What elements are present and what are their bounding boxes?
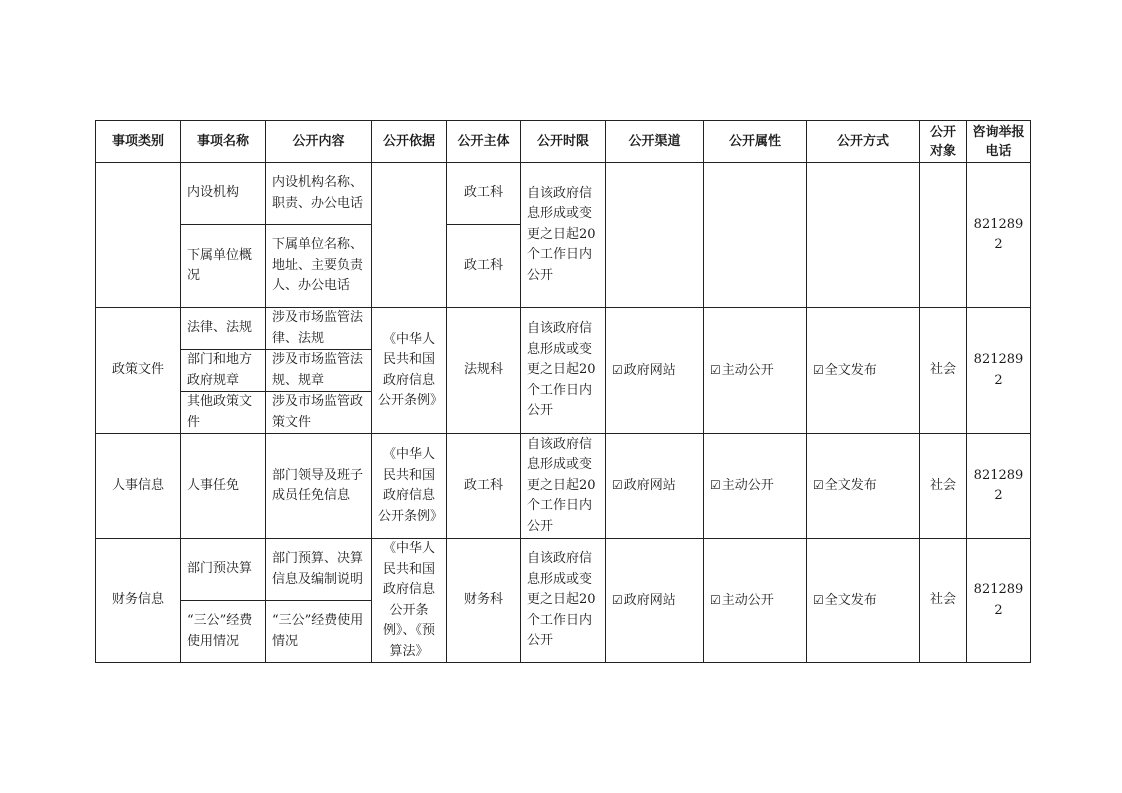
- disclosure-table: [95, 120, 1031, 663]
- finance-target: 社会: [920, 539, 967, 663]
- header-content: 公开内容: [266, 121, 372, 163]
- personnel-channel: 政府网站: [623, 478, 676, 494]
- finance-basis: 《中华人民共和国政府信息公开条例》、《预算法》: [372, 539, 447, 663]
- table-row: [96, 539, 1031, 601]
- personnel-time-limit: 自该政府信息形成或变更之日起20个工作日内公开: [521, 434, 606, 539]
- finance-attribute-cell: [704, 539, 807, 663]
- finance-category-cell: 财务信息: [96, 539, 181, 663]
- finance-time-limit: 自该政府信息形成或变更之日起20个工作日内公开: [521, 539, 606, 663]
- table-row: [96, 434, 1031, 539]
- table-row: [96, 163, 1031, 225]
- header-channel: 公开渠道: [606, 121, 704, 163]
- header-subject: 公开主体: [447, 121, 521, 163]
- checkbox-checked-icon: [813, 593, 825, 608]
- policy-channel-cell: [606, 308, 704, 434]
- org-channel: [606, 163, 704, 308]
- org-item-1: 内设机构: [181, 163, 266, 225]
- finance-attribute: 主动公开: [721, 592, 774, 608]
- checkbox-checked-icon: [710, 363, 722, 378]
- personnel-attribute: 主动公开: [721, 478, 774, 494]
- policy-hotline: 8212892: [967, 308, 1031, 434]
- header-hotline: 咨询举报电话: [967, 121, 1031, 163]
- policy-target: 社会: [920, 308, 967, 434]
- org-subject-2: 政工科: [447, 225, 521, 308]
- checkbox-checked-icon: [710, 478, 722, 493]
- org-subject-1: 政工科: [447, 163, 521, 225]
- org-basis-cell: [372, 163, 447, 308]
- policy-basis: 《中华人民共和国政府信息公开条例》: [372, 308, 447, 434]
- org-attribute: [704, 163, 807, 308]
- finance-content-1: 部门预算、决算信息及编制说明: [266, 539, 372, 601]
- personnel-target: 社会: [920, 434, 967, 539]
- header-time-limit: 公开时限: [521, 121, 606, 163]
- org-category-cell: [96, 163, 181, 308]
- org-method: [807, 163, 920, 308]
- personnel-content: 部门领导及班子成员任免信息: [266, 434, 372, 539]
- finance-method: 全文发布: [824, 592, 877, 608]
- personnel-method-cell: [807, 434, 920, 539]
- personnel-attribute-cell: [704, 434, 807, 539]
- personnel-subject: 政工科: [447, 434, 521, 539]
- policy-category-cell: 政策文件: [96, 308, 181, 434]
- header-item: 事项名称: [181, 121, 266, 163]
- header-attribute: 公开属性: [704, 121, 807, 163]
- checkbox-checked-icon: [612, 478, 624, 493]
- personnel-method: 全文发布: [824, 478, 877, 494]
- personnel-hotline: 8212892: [967, 434, 1031, 539]
- policy-attribute: 主动公开: [721, 362, 774, 378]
- table-row: [96, 308, 1031, 350]
- finance-channel-cell: [606, 539, 704, 663]
- personnel-category-cell: 人事信息: [96, 434, 181, 539]
- checkbox-checked-icon: [612, 593, 624, 608]
- policy-method-cell: [807, 308, 920, 434]
- policy-content-1: 涉及市场监管法律、法规: [266, 308, 372, 350]
- header-category: 事项类别: [96, 121, 181, 163]
- policy-item-2: 部门和地方政府规章: [181, 350, 266, 392]
- finance-item-2: “三公”经费使用情况: [181, 601, 266, 663]
- org-content-1: 内设机构名称、职责、办公电话: [266, 163, 372, 225]
- policy-subject: 法规科: [447, 308, 521, 434]
- personnel-basis: 《中华人民共和国政府信息公开条例》: [372, 434, 447, 539]
- policy-attribute-cell: [704, 308, 807, 434]
- finance-channel: 政府网站: [623, 592, 676, 608]
- policy-content-3: 涉及市场监管政策文件: [266, 392, 372, 434]
- policy-method: 全文发布: [824, 362, 877, 378]
- checkbox-checked-icon: [710, 593, 722, 608]
- finance-content-2: “三公”经费使用情况: [266, 601, 372, 663]
- policy-content-2: 涉及市场监管法规、规章: [266, 350, 372, 392]
- header-row: [96, 121, 1031, 163]
- personnel-channel-cell: [606, 434, 704, 539]
- org-content-2: 下属单位名称、地址、主要负责人、办公电话: [266, 225, 372, 308]
- header-method: 公开方式: [807, 121, 920, 163]
- finance-hotline: 8212892: [967, 539, 1031, 663]
- policy-time-limit: 自该政府信息形成或变更之日起20个工作日内公开: [521, 308, 606, 434]
- disclosure-sheet: [95, 120, 1031, 663]
- checkbox-checked-icon: [813, 478, 825, 493]
- org-hotline: 8212892: [967, 163, 1031, 308]
- checkbox-checked-icon: [813, 363, 825, 378]
- finance-method-cell: [807, 539, 920, 663]
- finance-item-1: 部门预决算: [181, 539, 266, 601]
- personnel-item: 人事任免: [181, 434, 266, 539]
- policy-channel: 政府网站: [623, 362, 676, 378]
- org-item-2: 下属单位概况: [181, 225, 266, 308]
- checkbox-checked-icon: [612, 363, 624, 378]
- policy-item-1: 法律、法规: [181, 308, 266, 350]
- policy-item-3: 其他政策文件: [181, 392, 266, 434]
- header-basis: 公开依据: [372, 121, 447, 163]
- header-target: 公开对象: [920, 121, 967, 163]
- org-time-limit: 自该政府信息形成或变更之日起20个工作日内公开: [521, 163, 606, 308]
- finance-subject: 财务科: [447, 539, 521, 663]
- org-target: [920, 163, 967, 308]
